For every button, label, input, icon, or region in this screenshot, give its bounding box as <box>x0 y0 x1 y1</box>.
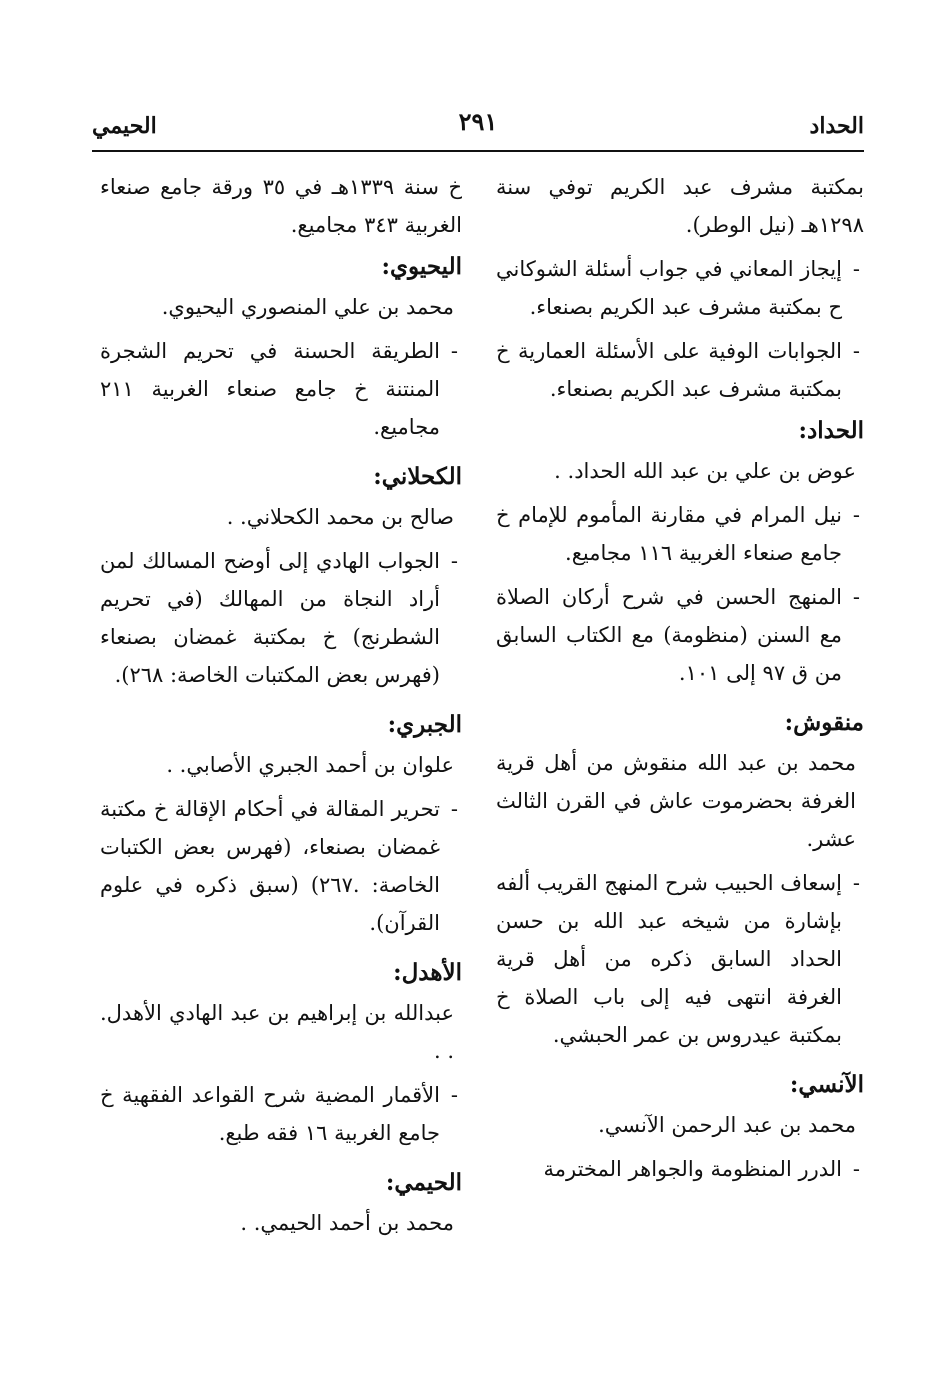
list-item: - الطريقة الحسنة في تحريم الشجرة المنتنة خ جامع صنعاء الغربية ٢١١ مجاميع. <box>100 332 462 446</box>
page-number: ٢٩١ <box>458 107 498 136</box>
list-item: - الجواب الهادي إلى أوضح المسالك لمن أراد النجاة من المهالك (في تحريم الشطرنج) خ بمكتبة غمضان بصنعاء (فهرس بعض المكتبات الخاصة: ٢٦٨). <box>100 542 462 694</box>
header-running-title-left: الحيمي <box>92 113 157 139</box>
entry-person: علوان بن أحمد الجبري الأصابي. . <box>166 753 454 777</box>
left-column <box>100 168 462 1358</box>
entry-section <box>100 708 462 942</box>
list-item: - الدرر المنظومة والجواهر المخترمة <box>496 1150 864 1188</box>
entry-heading: الأهدل: <box>393 959 462 986</box>
entry-heading: الجبري: <box>387 711 462 738</box>
right-column <box>496 168 864 1358</box>
list-item: - الأقمار المضية شرح القواعد الفقهية خ جامع الغربية ١٦ فقه طبع. <box>100 1076 462 1152</box>
entry-heading: الآنسي: <box>789 1071 864 1098</box>
entry-heading: منقوش: <box>784 709 864 736</box>
entry-section <box>496 1068 864 1188</box>
entry-section <box>100 250 462 446</box>
entry-person: محمد بن علي المنصوري اليحيوي. <box>161 295 454 319</box>
entry-person: محمد بن عبد الله منقوش من أهل قرية الغرفة بحضرموت عاش في القرن الثالث عشر. <box>496 751 856 851</box>
list-item: - الجوابات الوفية على الأسئلة العمارية خ بمكتبة مشرف عبد الكريم بصنعاء. <box>496 332 864 408</box>
continued-text: خ سنة ١٣٣٩هـ في ٣٥ ورقة جامع صنعاء الغربية ٣٤٣ مجاميع. <box>100 175 462 237</box>
header-divider <box>92 150 864 152</box>
entry-heading: الكحلاني: <box>373 463 462 490</box>
entry-heading: اليحيوي: <box>381 253 462 280</box>
entry-section <box>100 956 462 1152</box>
entry-person: محمد بن أحمد الحيمي. . <box>240 1211 454 1235</box>
entry-heading: الحيمي: <box>385 1169 462 1196</box>
continued-text: بمكتبة مشرف عبد الكريم توفي سنة ١٢٩٨هـ (نيل الوطر). <box>496 175 864 237</box>
entry-heading: الحداد: <box>798 417 864 444</box>
entry-section <box>496 414 864 692</box>
list-item: - تحرير المقالة في أحكام الإقالة خ مكتبة غمضان بصنعاء، (فهرس بعض الكتبات الخاصة: .٢٦٧) (سبق ذكره في علوم القرآن). <box>100 790 462 942</box>
entry-person: عبدالله بن إبراهيم بن عبد الهادي الأهدل. . . <box>100 1001 454 1063</box>
entry-section <box>100 460 462 694</box>
page-header <box>92 104 864 144</box>
entry-person: محمد بن عبد الرحمن الآنسي. <box>598 1113 856 1137</box>
list-item: - نيل المرام في مقارنة المأموم للإمام خ جامع صنعاء الغربية ١١٦ مجاميع. <box>496 496 864 572</box>
entry-person: عوض بن علي بن عبد الله الحداد. . <box>554 459 856 483</box>
list-item: - إسعاف الحبيب شرح المنهج القريب ألفه بإشارة من شيخه عبد الله بن حسن الحداد السابق ذكره من أهل قرية الغرفة انتهى فيه إلى باب الصلاة خ بمكتبة عيدروس بن عمر الحبشي. <box>496 864 864 1054</box>
entry-section <box>496 706 864 1054</box>
list-item: - المنهج الحسن في شرح أركان الصلاة مع السنن (منظومة) مع الكتاب السابق من ق ٩٧ إلى ١٠١. <box>496 578 864 692</box>
entry-person: صالح بن محمد الكحلاني. . <box>226 505 454 529</box>
list-item: - إيجاز المعاني في جواب أسئلة الشوكاني ح بمكتبة مشرف عبد الكريم بصنعاء. <box>496 250 864 326</box>
header-running-title-right: الحداد <box>809 113 864 139</box>
entry-section <box>100 1166 462 1242</box>
